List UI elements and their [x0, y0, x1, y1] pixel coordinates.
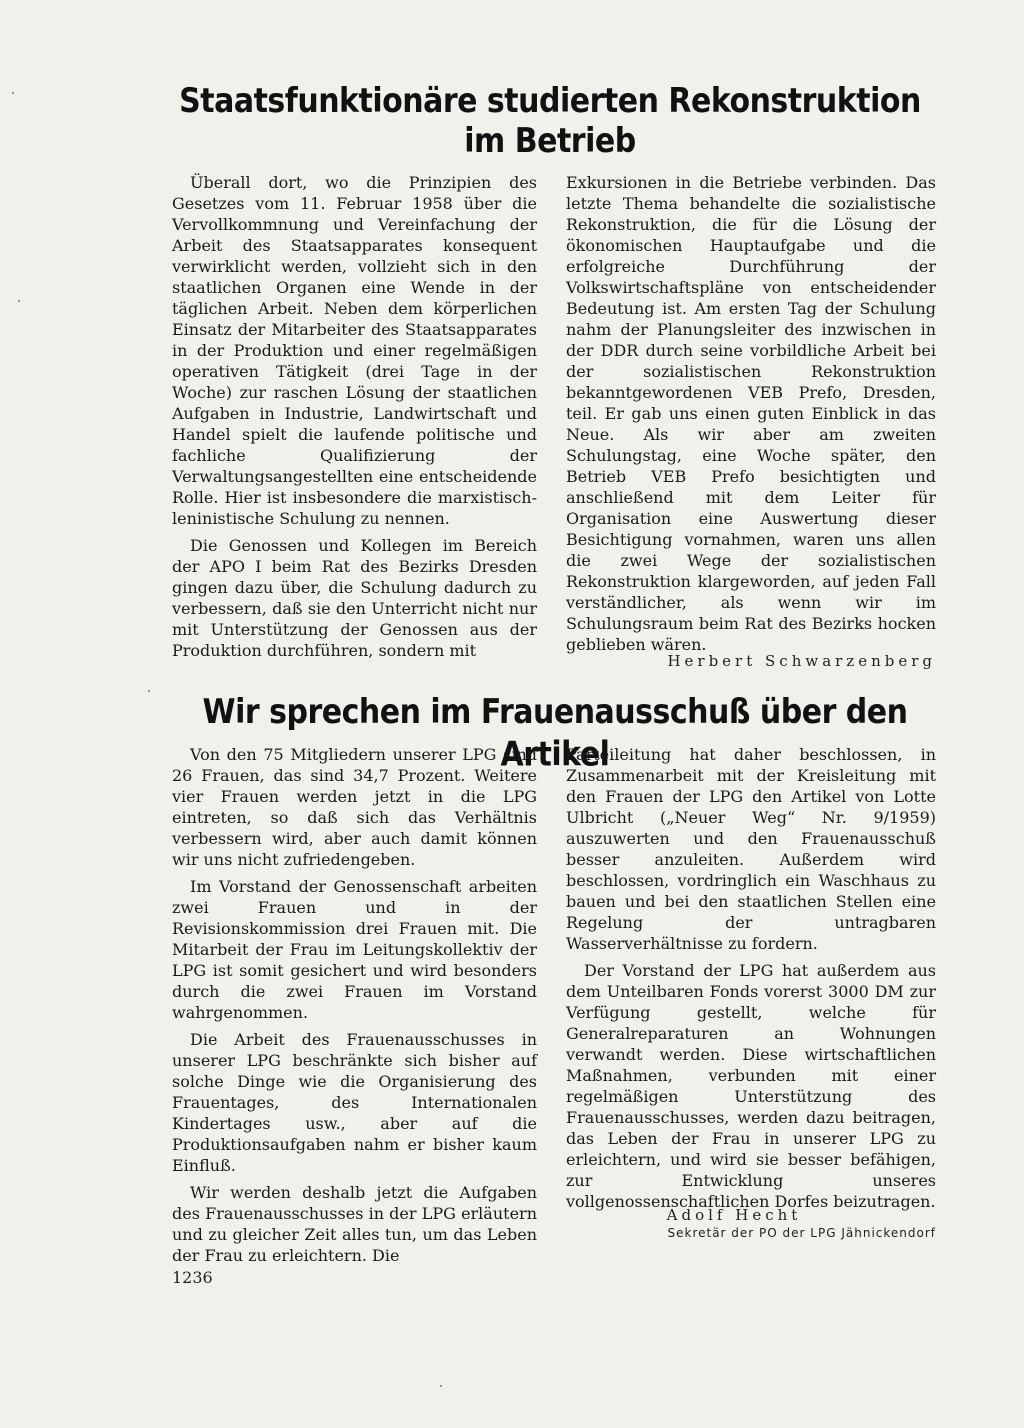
article2-paragraph: Der Vorstand der LPG hat außerdem aus dem Unteilbaren Fonds vorerst 3000 DM zur Verfügung gestellt, welche für Generalreparaturen an Wohnungen verwandt werden. Diese wirtschaftlichen Maßnahmen, verbunden mit einer regelmäßigen Unterstützung des Frauenausschusses, werden dazu beitragen, das Leben der Frau in unserer LPG zu erleichtern, und wird sie besser befähigen, zur Entwicklung unseres vollgenossenschaftlichen Dorfes beizutragen. — [566, 961, 936, 1211]
article2-paragraph: Im Vorstand der Genossenschaft arbeiten zwei Frauen und in der Revisionskommission drei Frauen mit. Die Mitarbeit der Frau im Leitungskollektiv der LPG ist somit gesichert und wird besonders durch die zwei Frauen im Vorstand wahrgenommen. — [172, 877, 537, 1022]
scan-speck — [18, 300, 20, 302]
scan-speck — [148, 690, 150, 692]
page-number: 1236 — [172, 1268, 213, 1287]
article2-paragraph: Parteileitung hat daher beschlossen, in Zusammenarbeit mit der Kreisleitung mit den Frauen der LPG den Artikel von Lotte Ulbricht („Neuer Weg“ Nr. 9/1959) auszuwerten und den Frauenausschuß besser anzuleiten. Außerdem wird beschlossen, vordringlich ein Waschhaus zu bauen und bei den staatlichen Stellen eine Regelung der untragbaren Wasserverhältnisse zu fordern. — [566, 745, 936, 953]
scan-speck — [440, 1385, 442, 1387]
article2-author: Adolf Hecht — [666, 1206, 802, 1224]
article2-left-column — [172, 744, 537, 1266]
article1-paragraph: Exkursionen in die Betriebe verbinden. Das letzte Thema behandelte die sozialistische Rekonstruktion, die für die Lösung der ökonomischen Hauptaufgabe und die erfolgreiche Durchführung der Volkswirtschaftspläne von entscheidender Bedeutung ist. Am ersten Tag der Schulung nahm der Planungsleiter des inzwischen in der DDR durch seine vorbildliche Arbeit bei der sozialistischen Rekonstruktion bekanntgewordenen VEB Prefo, Dresden, teil. Er gab uns einen guten Einblick in das Neue. Als wir aber am zweiten Schulungstag, eine Woche später, den Betrieb VEB Prefo besichtigten und anschließend mit dem Leiter für Organisation eine Auswertung dieser Besichtigung vornahmen, waren uns allen die zwei Wege der sozialistischen Rekonstruktion klargeworden, auf jeden Fall verständlicher, als wenn wir im Schulungsraum beim Rat des Bezirks hocken geblieben wären. — [566, 173, 936, 654]
article2-paragraph: Die Arbeit des Frauenausschusses in unserer LPG beschränkte sich bisher auf solche Dinge wie die Organisierung des Frauentages, des Internationalen Kindertages usw., aber auf die Produktionsaufgaben nahm er bisher kaum Einfluß. — [172, 1030, 537, 1175]
article1-author: Herbert Schwarzenberg — [667, 652, 936, 670]
scan-speck — [12, 92, 14, 94]
article1-title — [150, 82, 950, 163]
article1-title-line1: Staatsfunktionäre studierten Rekonstruktion — [179, 81, 921, 121]
article2-right-column — [566, 744, 936, 1212]
article2-author-role: Sekretär der PO der LPG Jähnickendorf — [667, 1226, 936, 1240]
article2-title: Wir sprechen im Frauenausschuß über den Artikel — [202, 692, 908, 775]
article2-paragraph: Von den 75 Mitgliedern unserer LPG sind 26 Frauen, das sind 34,7 Prozent. Weitere vier Frauen werden jetzt in die LPG eintreten, so daß sich das Verhältnis verbessern wird, aber auch damit können wir uns nicht zufriedengeben. — [172, 745, 537, 869]
article1-right-column — [566, 172, 936, 655]
article1-title-line2: im Betrieb — [464, 122, 636, 162]
article2-paragraph: Wir werden deshalb jetzt die Aufgaben des Frauenausschusses in der LPG erläutern und zu gleicher Zeit alles tun, um das Leben der Frau zu erleichtern. Die — [172, 1183, 537, 1265]
article1-left-column — [172, 172, 537, 661]
article1-paragraph: Überall dort, wo die Prinzipien des Gesetzes vom 11. Februar 1958 über die Vervollkommnung und Vereinfachung der Arbeit des Staatsapparates konsequent verwirklicht werden, vollzieht sich in den staatlichen Organen eine Wende in der täglichen Arbeit. Neben dem körperlichen Einsatz der Mitarbeiter des Staatsapparates in der Produktion und einer regelmäßigen operativen Tätigkeit (drei Tage in der Woche) zur raschen Lösung der staatlichen Aufgaben in Industrie, Landwirtschaft und Handel spielt die laufende politische und fachliche Qualifizierung der Verwaltungsangestellten eine entscheidende Rolle. Hier ist insbesondere die marxistisch-leninistische Schulung zu nennen. — [172, 173, 537, 528]
article1-paragraph: Die Genossen und Kollegen im Bereich der APO I beim Rat des Bezirks Dresden gingen dazu über, die Schulung dadurch zu verbessern, daß sie den Unterricht nicht nur mit Unterstützung der Genossen aus der Produktion durchführen, sondern mit — [172, 536, 537, 660]
